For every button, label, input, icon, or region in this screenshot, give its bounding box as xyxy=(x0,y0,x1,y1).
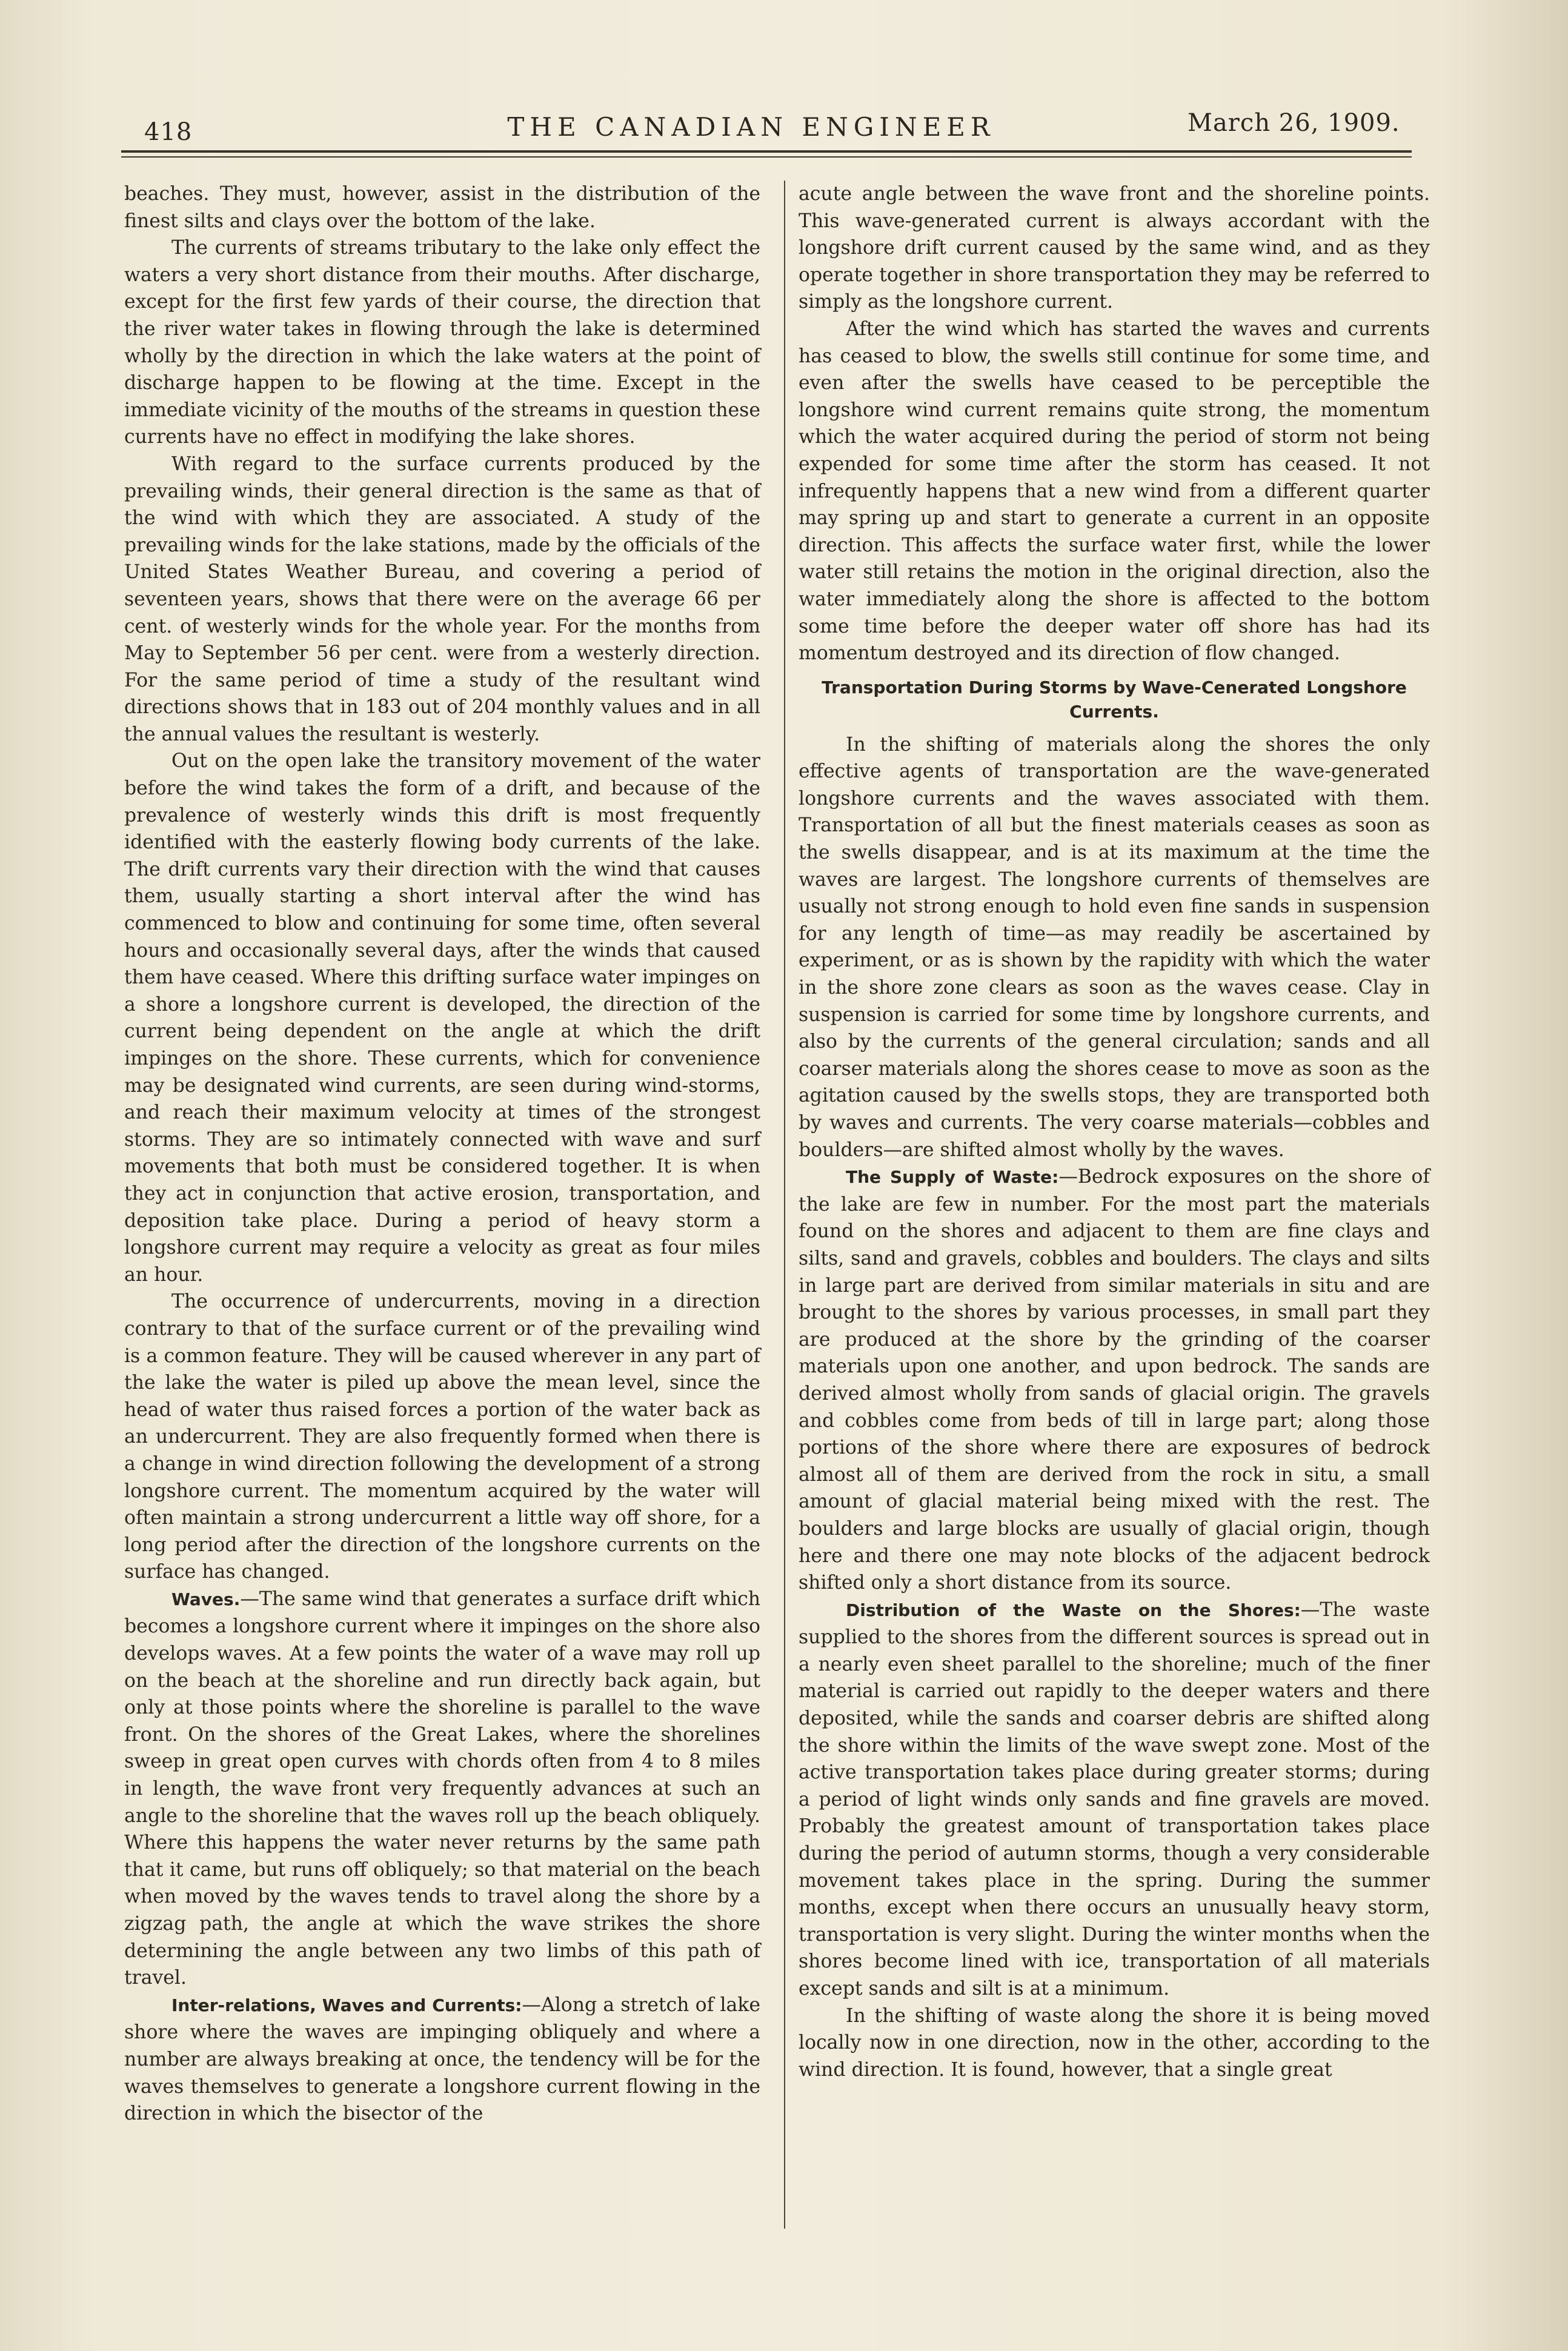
right-column xyxy=(799,181,1430,2083)
page-number: 418 xyxy=(144,118,193,146)
paragraph: In the shifting of materials along the shores the only effective agents of transportation are the wave-generated longshore currents and the waves associated with them. Transportation of all but the finest materials ceases as soon as the swells disappear, and is at its maximum at the time the waves are largest. The longshore currents of themselves are usually not strong enough to hold even fine sands in suspension for any length of time—as may readily be ascertained by experiment, or as is shown by the rapidity with which the water in the shore zone clears as soon as the waves cease. Clay in suspension is carried for some time by longshore currents, and also by the currents of the general circulation; sands and all coarser materials along the shores cease to move as soon as the agitation caused by the swells stops, they are transported both by waves and currents. The very coarse materials—cobbles and boulders—are shifted almost wholly by the waves. xyxy=(799,733,1430,1161)
paragraph: In the shifting of waste along the shore it is being moved locally now in one direction, now in the other, according to the wind direction. It is found, however, that a single great xyxy=(799,2004,1430,2081)
paragraph: The currents of streams tributary to the lake only effect the waters a very short distance from their mouths. After discharge, except for the first few yards of their course, the direction that the river water takes in flowing through the lake is determined wholly by the direction in which the lake waters at the point of discharge happen to be flowing at the time. Except in the immediate vicinity of the mouths of the streams in question these currents have no effect in modifying the lake shores. xyxy=(124,237,760,448)
paragraph xyxy=(799,1597,1430,2003)
paragraph-text: —Along a stretch of lake shore where the waves are impinging obliquely and where a number are always breaking at once, the tendency will be for the waves themselves to generate a longshore current flowing in the direction in which the bisector of the xyxy=(124,1994,761,2125)
paragraph-text: —The waste supplied to the shores from the different sources is spread out in a nearly even sheet parallel to the shoreline; much of the finer material is carried out rapidly to the deeper waters and there deposited, while the sands and coarser debris are shifted along the shore within the limits of the wave swept zone. Most of the active transportation takes place during greater storms; during a period of light winds only sands and fine gravels are moved. Probably the greatest amount of transportation takes place during the period of autumn storms, though a very considerable movement takes place in the spring. During the summer months, except when there occurs an unusually heavy storm, transportation is very slight. During the winter months when the shores become lined with ice, transportation of all materials except sands and silt is at a minimum. xyxy=(799,1598,1430,2000)
run-in-heading: Distribution of the Waste on the Shores: xyxy=(846,1600,1301,1620)
run-in-heading: Inter-relations, Waves and Currents: xyxy=(171,1995,522,2015)
paragraph: With regard to the surface currents produced by the prevailing winds, their general direction is the same as that of the wind with which they are associated. A study of the prevailing winds for the lake stations, made by the officials of the United States Weather Bureau, and covering a period of seventeen years, shows that there were on the average 66 per cent. of westerly winds for the whole year. For the months from May to September 56 per cent. were from a westerly direction. For the same period of time a study of the resultant wind directions shows that in 183 out of 204 monthly values and in all the annual values the resultant is westerly. xyxy=(124,453,760,745)
paragraph xyxy=(799,1163,1430,1597)
paragraph: acute angle between the wave front and the shoreline points. This wave-generated current is always accordant with the longshore drift current caused by the same wind, and as they operate together in shore transportation they may be referred to simply as the longshore current. xyxy=(799,183,1430,313)
column-divider xyxy=(784,181,785,2229)
paragraph: Out on the open lake the transitory movement of the water before the wind takes the form of a drift, and because of the prevalence of westerly winds this drift is most frequently identified with the easterly flowing body currents of the lake. The drift currents vary their direction with the wind that causes them, usually starting a short interval after the wind has commenced to blow and continuing for some time, often several hours and occasionally several days, after the winds that caused them have ceased. Where this drifting surface water impinges on a shore a longshore current is developed, the direction of the current being dependent on the angle at which the drift impinges on the shore. These currents, which for convenience may be designated wind currents, are seen during wind-storms, and reach their maximum velocity at times of the strongest storms. They are so intimately connected with wave and surf movements that both must be considered together. It is when they act in conjunction that active erosion, transportation, and deposition take place. During a period of heavy storm a longshore current may require a velocity as great as four miles an hour. xyxy=(124,750,760,1286)
run-in-heading: The Supply of Waste: xyxy=(846,1167,1059,1188)
header-rule-top xyxy=(121,150,1412,153)
paragraph: After the wind which has started the waves and currents has ceased to blow, the swells still continue for some time, and even after the swells have ceased to be perceptible the longshore wind current remains quite strong, the momentum which the water acquired during the period of storm not being expended for some time after the storm has ceased. It not infrequently happens that a new wind from a different quarter may spring up and start to generate a current in an opposite direction. This affects the surface water first, while the lower water still retains the motion in the original direction, also the water immediately along the shore is affected to the bottom some time before the deeper water off shore has had its momentum destroyed and its direction of flow changed. xyxy=(799,318,1430,665)
issue-date: March 26, 1909. xyxy=(1188,109,1400,137)
run-in-heading: Waves. xyxy=(171,1589,241,1609)
header-rule-bottom xyxy=(121,156,1412,158)
paragraph: beaches. They must, however, assist in the distribution of the finest silts and clays over the bottom of the lake. xyxy=(124,183,760,232)
journal-title: THE CANADIAN ENGINEER xyxy=(507,112,995,142)
paragraph-text: —Bedrock exposures on the shore of the lake are few in number. For the most part the materials found on the shores and adjacent to them are fine clays and silts, sand and gravels, cobbles and boulders. The clays and silts in large part are derived from similar materials in situ and are brought to the shores by various processes, in small part they are produced at the shore by the grinding of the coarser materials upon one another, and upon bedrock. The sands are derived almost wholly from sands of glacial origin. The gravels and cobbles come from beds of till in large part; along those portions of the shore where there are exposures of bedrock almost all of them are derived from the rock in situ, a small amount of glacial material being mixed with the rest. The boulders and large blocks are usually of glacial origin, though here and there one may note blocks of the adjacent bedrock shifted only a short distance from its source. xyxy=(799,1166,1430,1594)
paragraph: The occurrence of undercurrents, moving in a direction contrary to that of the surface current or of the prevailing wind is a common feature. They will be caused wherever in any part of the lake the water is piled up above the mean level, since the head of water thus raised forces a portion of the water back as an undercurrent. They are also frequently formed when there is a change in wind direction following the development of a strong longshore current. The momentum acquired by the water will often maintain a strong undercurrent a little way off shore, for a long period after the direction of the longshore currents on the surface has changed. xyxy=(124,1291,760,1583)
section-heading: Transportation During Storms by Wave-Cenerated Longshore Currents. xyxy=(822,677,1407,722)
paragraph-text: —The same wind that generates a surface drift which becomes a longshore current where it impinges on the shore also develops waves. At a few points the water of a wave may roll up on the beach at the shoreline and run directly back again, but only at those points where the shoreline is parallel to the wave front. On the shores of the Great Lakes, where the shorelines sweep in great open curves with chords often from 4 to 8 miles in length, the wave front very frequently advances at such an angle to the shoreline that the waves roll up the beach obliquely. Where this happens the water never returns by the same path that it came, but runs off obliquely; so that material on the beach when moved by the waves tends to travel along the shore by a zigzag path, the angle at which the wave strikes the shore determining the angle between any two limbs of this path of travel. xyxy=(124,1588,760,1989)
left-column xyxy=(124,181,760,2127)
paragraph xyxy=(124,1992,760,2127)
paragraph xyxy=(124,1586,760,1992)
